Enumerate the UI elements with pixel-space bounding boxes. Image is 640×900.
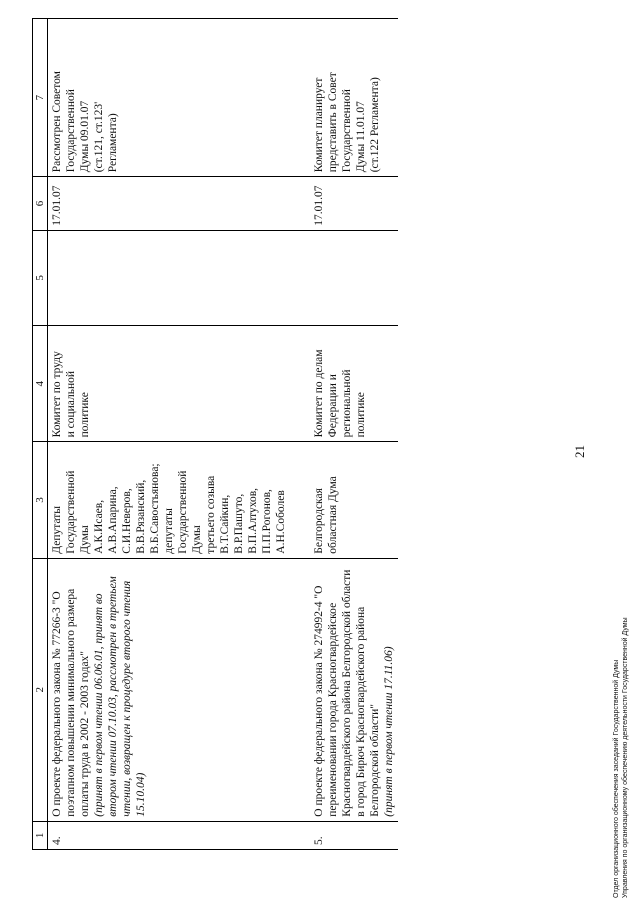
header-col-1: 1	[33, 821, 48, 849]
cell-line: В.Б.Савостьянова;	[149, 463, 161, 554]
cell-line: региональной	[341, 369, 353, 438]
cell-line: Регламента)	[107, 113, 119, 173]
bill-title: О проекте федерального закона № 77266-3 "О поэтапном повышении минимального размера оплаты труда в 2002 - 2003 годах"	[51, 588, 91, 817]
cell-line: Комитет планирует	[313, 77, 325, 173]
cell-line: А.В.Апарина,	[107, 486, 119, 554]
footer-line-1: Отдел организационного обеспечения заседаний Государственной Думы	[613, 659, 620, 898]
row-number: 5.	[310, 821, 398, 849]
bill-note: (принят в первом чтении 06.06.01, принят во втором чтении 07.10.03, рассмотрен в третьем чтении, возвращен к процедуре второго чтения 15.10.04)	[93, 576, 147, 817]
footer	[612, 617, 630, 898]
committee-cell	[48, 326, 291, 442]
header-col-7: 7	[33, 19, 48, 177]
row-number: 4.	[48, 821, 291, 849]
date-cell: 17.01.07	[48, 177, 291, 230]
cell-line: В.Т.Сайкин,	[219, 494, 231, 554]
cell-line: (ст.122 Регламента)	[369, 77, 381, 173]
cell-line: Думы 09.01.07	[79, 100, 91, 173]
cell-line: Комитет по делам	[313, 349, 325, 438]
cell-line: политике	[79, 392, 91, 438]
cell-line: (ст.121, ст.123'	[93, 101, 105, 173]
cell-line: А.Н.Соболев	[275, 490, 287, 554]
bill-cell	[48, 558, 291, 821]
cell-line: Государственной	[65, 470, 77, 554]
cell-line: В.Р.Пашуто,	[233, 493, 245, 554]
cell-line: С.И.Неверов,	[121, 488, 133, 554]
cell-line: Думы 11.01.07	[355, 101, 367, 173]
committee-cell	[310, 326, 398, 442]
col5-cell	[310, 230, 398, 325]
bills-table	[32, 18, 398, 850]
authors-cell	[310, 442, 398, 558]
header-col-4: 4	[33, 326, 48, 442]
status-cell	[310, 19, 398, 177]
footer-line-2: Управления по организационному обеспечению деятельности Государственной Думы	[622, 617, 629, 898]
cell-line: Белгородская	[313, 488, 325, 554]
cell-line: Рассмотрен Советом	[51, 71, 63, 173]
cell-line: областная Дума	[327, 476, 339, 554]
table-row	[310, 19, 398, 850]
header-col-3: 3	[33, 442, 48, 558]
cell-line: Комитет по труду	[51, 351, 63, 438]
header-col-6: 6	[33, 177, 48, 230]
header-col-2: 2	[33, 558, 48, 821]
bill-cell	[310, 558, 398, 821]
header-row	[33, 19, 48, 850]
cell-line: В.В.Рязанский,	[135, 479, 147, 554]
cell-line: Думы	[191, 525, 203, 554]
cell-line: Государственной	[341, 89, 353, 173]
cell-line: Депутаты	[51, 505, 63, 554]
bill-title: О проекте федерального закона № 274992-4 "О переименовании города Красногвардейское Красногвардейского района Белгородской области в город Бирюч Красногвардейского района Белгородской области"	[313, 569, 381, 817]
cell-line: и социальной	[65, 370, 77, 438]
cell-line: Федерации и	[327, 374, 339, 438]
cell-line: политике	[355, 392, 367, 438]
cell-line: депутаты	[163, 508, 175, 554]
cell-line: П.П.Рогонов,	[261, 489, 273, 554]
page-number: 21	[572, 445, 587, 458]
date-cell: 17.01.07	[310, 177, 398, 230]
cell-line: представить в Совет	[327, 72, 339, 173]
cell-line: третьего созыва	[205, 475, 217, 554]
cell-line: А.К.Исаев,	[93, 499, 105, 554]
col5-cell	[48, 230, 291, 325]
cell-line: В.П.Алтухов,	[247, 487, 259, 554]
cell-line: Думы	[79, 525, 91, 554]
row-spacer	[290, 19, 310, 850]
header-col-5: 5	[33, 230, 48, 325]
authors-cell	[48, 442, 291, 558]
bill-note: (принят в первом чтении 17.11.06)	[383, 646, 395, 817]
cell-line: Государственной	[177, 470, 189, 554]
cell-line: Государственной	[65, 89, 77, 173]
status-cell	[48, 19, 291, 177]
table-row	[48, 19, 291, 850]
